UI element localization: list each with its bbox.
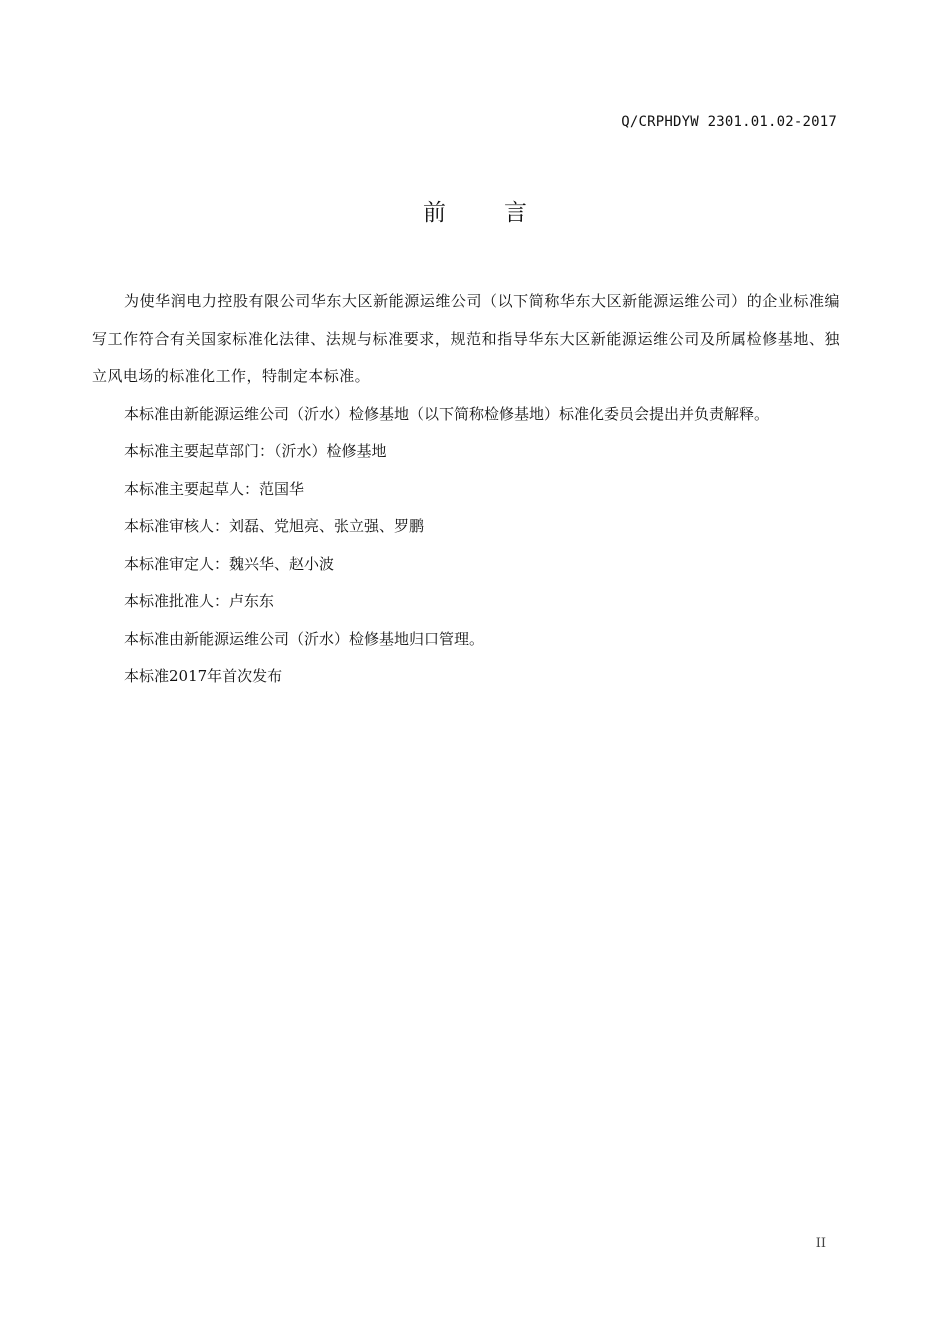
page-title [0, 194, 950, 227]
foreword-body [92, 283, 840, 696]
paragraph-drafter: 本标准主要起草人：范国华 [124, 479, 305, 498]
paragraph-management: 本标准由新能源运维公司（沂水）检修基地归口管理。 [124, 629, 485, 648]
document-code: Q/CRPHDYW 2301.01.02-2017 [621, 114, 837, 130]
page-number: II [815, 1236, 826, 1251]
paragraph-reviewers: 本标准审核人：刘磊、党旭亮、张立强、罗鹏 [124, 517, 425, 535]
paragraph-drafting-department: 本标准主要起草部门：（沂水）检修基地 [124, 442, 387, 460]
title-char-1: 前 [423, 200, 446, 226]
title-char-2: 言 [504, 200, 527, 226]
paragraph-approvers: 本标准审定人：魏兴华、赵小波 [124, 554, 335, 573]
paragraph-first-release: 本标准2017年首次发布 [124, 667, 283, 685]
paragraph-purpose: 为使华润电力控股有限公司华东大区新能源运维公司（以下简称华东大区新能源运维公司）的企业标准编写工作符合有关国家标准化法律、法规与标准要求，规范和指导华东大区新能源运维公司及所属检修基地、独立风电场的标准化工作，特制定本标准。 [92, 292, 840, 385]
paragraph-authorizer: 本标准批准人：卢东东 [124, 592, 275, 610]
paragraph-proposer: 本标准由新能源运维公司（沂水）检修基地（以下简称检修基地）标准化委员会提出并负责解释。 [124, 404, 770, 423]
